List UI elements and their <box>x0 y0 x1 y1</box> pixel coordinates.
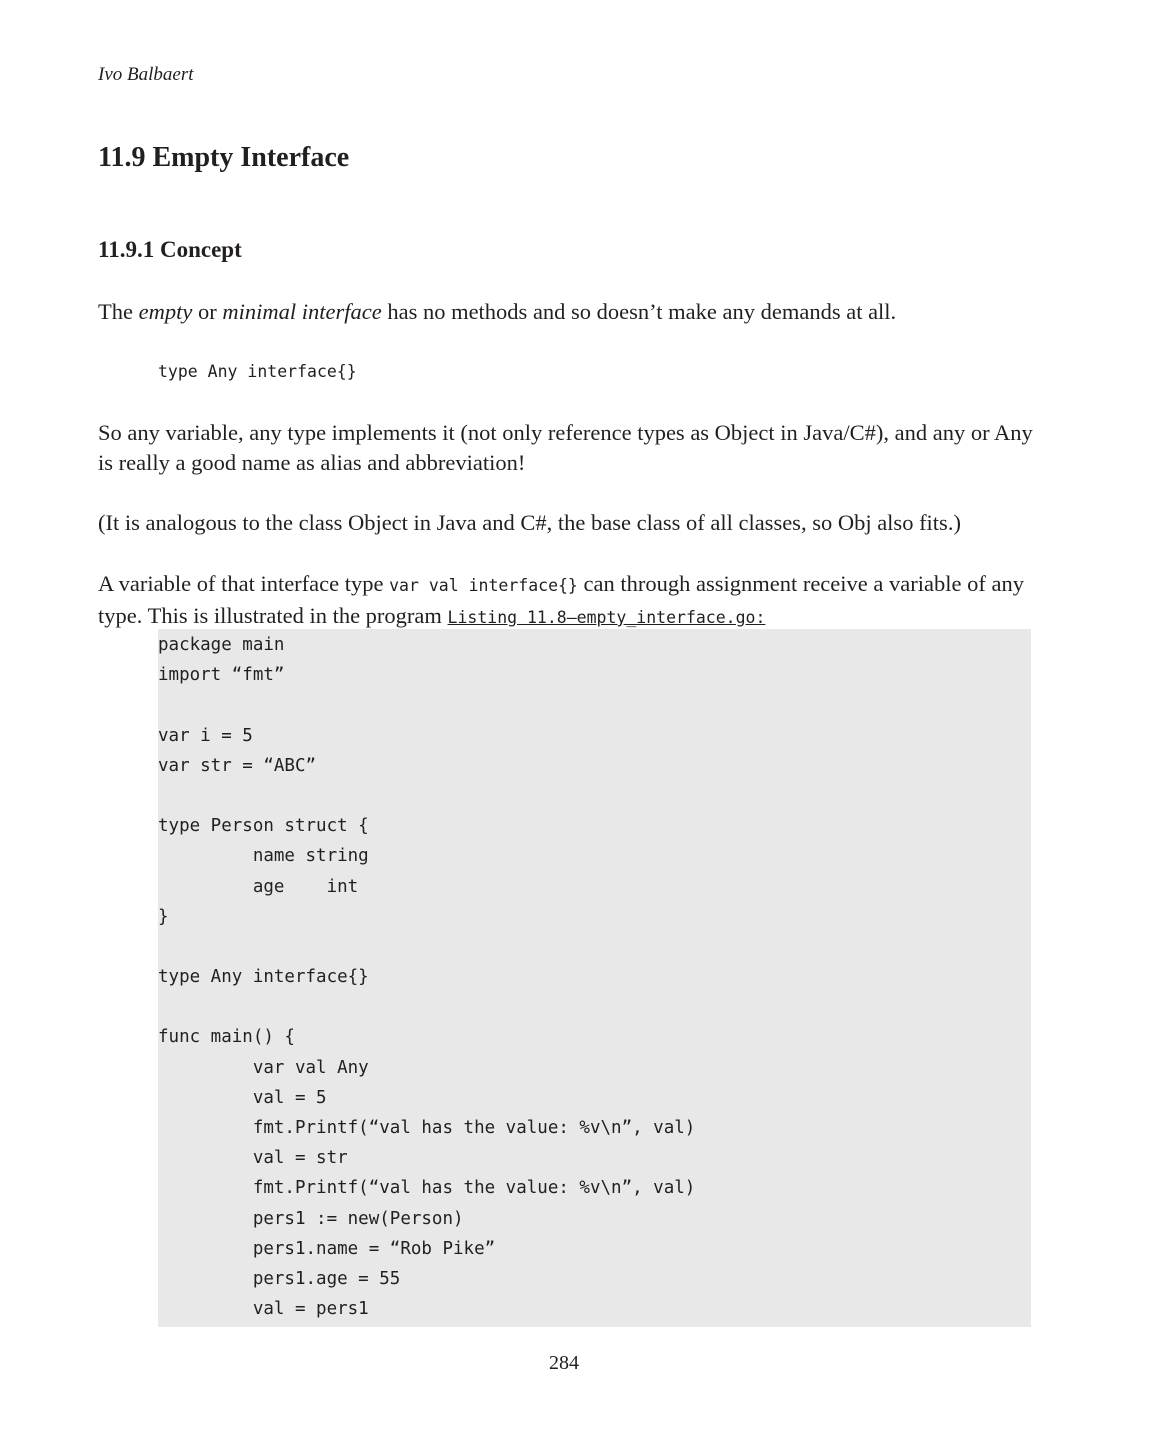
code-line: import “fmt” <box>158 665 285 686</box>
section-title: 11.9 Empty Interface <box>98 142 350 173</box>
code-line: var i = 5 <box>158 725 253 746</box>
code-line: age int <box>158 876 359 897</box>
code-line: name string <box>158 846 369 867</box>
code-line: val = pers1 <box>158 1299 369 1320</box>
paragraph-any: So any variable, any type implements it (not only reference types as Object in Java/C#), and any or Any is really a good name as alias and abbreviation! <box>98 420 1033 475</box>
code-line <box>158 690 1031 720</box>
page-number: 284 <box>549 1352 579 1374</box>
listing-reference: Listing 11.8—empty_interface.go: <box>447 608 766 627</box>
running-head: Ivo Balbaert <box>98 64 194 85</box>
text: or <box>192 299 223 324</box>
code-line: val = str <box>158 1148 348 1169</box>
code-listing <box>158 629 1031 1327</box>
code-line: type Any interface{} <box>158 967 369 988</box>
emphasis-minimal-interface: minimal interface <box>222 299 382 324</box>
code-line: } <box>158 906 169 927</box>
code-line: fmt.Printf(“val has the value: %v\n”, val) <box>158 1118 696 1138</box>
text: has no methods and so doesn’t make any demands at all. <box>381 299 897 324</box>
code-line: pers1.age = 55 <box>158 1268 401 1289</box>
code-line: type Person struct { <box>158 816 369 837</box>
code-line <box>158 781 1031 811</box>
emphasis-empty: empty <box>138 299 193 324</box>
subsection-title: 11.9.1 Concept <box>98 237 242 262</box>
paragraph-variable <box>98 569 1038 633</box>
paragraph-analogy: (It is analogous to the class Object in Java and C#, the base class of all classes, so Obj also fits.) <box>98 510 961 535</box>
code-line: func main() { <box>158 1027 295 1048</box>
code-line: fmt.Printf(“val has the value: %v\n”, val) <box>158 1178 696 1199</box>
code-line: pers1.name = “Rob Pike” <box>158 1238 496 1259</box>
text: A variable of that interface type <box>98 571 390 596</box>
code-line: pers1 := new(Person) <box>158 1208 464 1229</box>
code-line: package main <box>158 635 285 655</box>
inline-code: var val interface{} <box>389 576 578 595</box>
code-line <box>158 992 1031 1022</box>
code-line <box>158 932 1031 962</box>
text: can through assignment receive a variable of any type. This is illustrated in the program <box>98 571 1024 628</box>
code-line: val = 5 <box>158 1087 327 1108</box>
code-line: var str = “ABC” <box>158 755 317 776</box>
paragraph-intro <box>98 297 1048 327</box>
code-snippet: type Any interface{} <box>158 362 357 381</box>
code-line: var val Any <box>158 1057 369 1078</box>
text: The <box>98 299 139 324</box>
